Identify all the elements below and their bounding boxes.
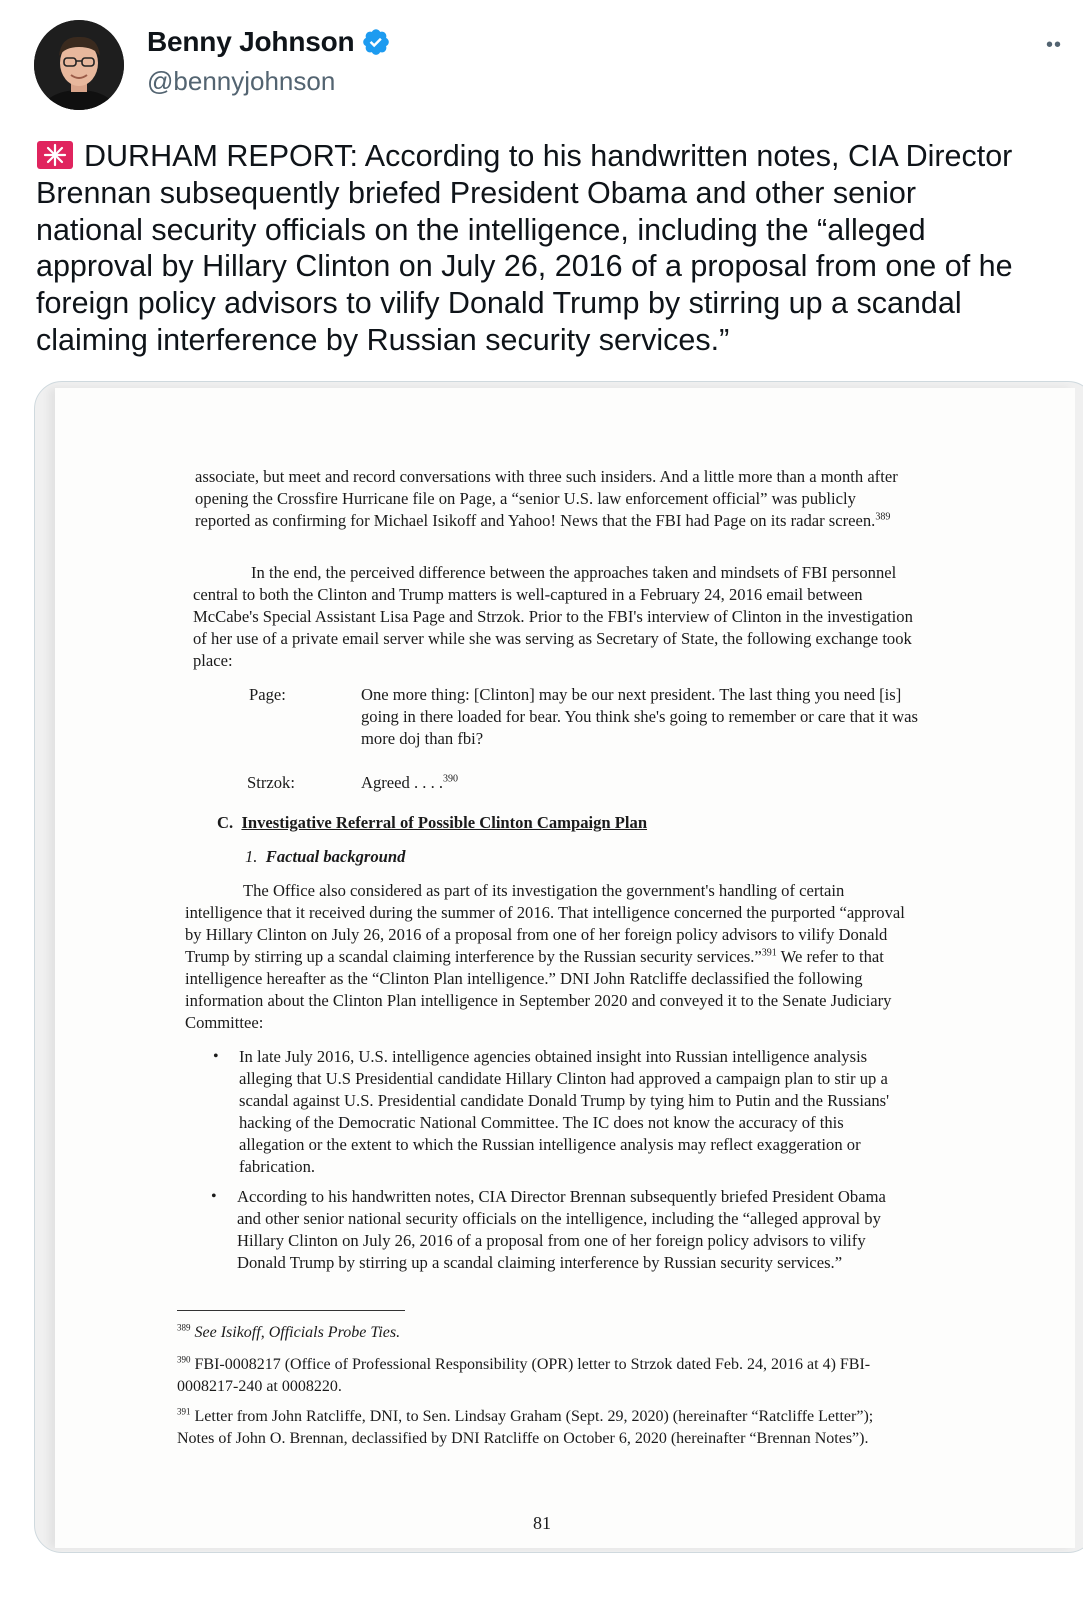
bullet-dot: • bbox=[213, 1048, 219, 1065]
avatar[interactable] bbox=[34, 20, 124, 110]
footnote-391: $^{391}$ Letter from John Ratcliffe, DNI, to Sen. Lindsay Graham (Sept. 29, 2020) (hereinafter “Ratcliffe Letter”); Notes of John O. Brennan, declassified by DNI Ratcliffe on October 6, 2020 (hereinafter “Brennan Notes”). bbox=[177, 1406, 874, 1447]
footnote-389: $^{389}$ See Isikoff, Officials Probe Ties. bbox=[177, 1322, 401, 1341]
dialogue-speaker-page: Page: bbox=[249, 685, 286, 704]
section-1-heading: 1. Factual background bbox=[245, 847, 406, 866]
verified-badge-icon bbox=[361, 27, 391, 57]
author-display-name[interactable]: Benny Johnson bbox=[147, 26, 355, 57]
tweet-body: DURHAM REPORT: According to his handwritten notes, CIA Director Brennan subsequently briefed President Obama and other senior national security officials on the intelligence, including the “alleged approval by Hillary Clinton on July 26, 2016 of a proposal from one of he foreign policy advisors to vilify Donald Trump by stirring up a scandal claiming interference by Russian security services.” bbox=[36, 139, 1013, 357]
footnote-ref-390: 390 bbox=[443, 773, 459, 785]
bullet-item-1: In late July 2016, U.S. intelligence agencies obtained insight into Russian intelligence analysis alleging that U.S Presidential candidate Hillary Clinton had approved a campaign plan to stir up a scandal against U.S. Presidential candidate Donald Trump by tying him to Putin and the Russians' hacking of the Democratic National Committee. The IC does not know the accuracy of this allegation or the extent to which the Russian intelligence analysis may reflect exaggeration or fabrication. bbox=[239, 1047, 890, 1176]
more-options-icon[interactable]: •• bbox=[1046, 34, 1063, 56]
tweet-text bbox=[36, 138, 1076, 359]
footnote-ref-391: 391 bbox=[761, 947, 777, 959]
document-page bbox=[55, 388, 1075, 1548]
page-number: 81 bbox=[533, 1513, 551, 1533]
doc-para-2: In the end, the perceived difference between the approaches taken and mindsets of FBI personnel central to both the Clinton and Trump matters is well-captured in a February 24, 2016 email between McCabe's Special Assistant Lisa Page and Strzok. Prior to the FBI's interview of Clinton in the investigation of her use of a private email server while she was serving as Secretary of State, the following exchange took place: bbox=[193, 563, 913, 670]
dialogue-text-page: One more thing: [Clinton] may be our next president. The last thing you need [is] going in there loaded for bear. You think she's going to remember or care that it was more doj than fbi? bbox=[361, 685, 918, 748]
tweet-media-image[interactable] bbox=[34, 381, 1083, 1553]
bullet-dot: • bbox=[211, 1188, 217, 1205]
author-name-row[interactable] bbox=[147, 26, 391, 58]
section-c-heading: C. Investigative Referral of Possible Clinton Campaign Plan bbox=[217, 813, 648, 832]
footnote-390: $^{390}$ FBI-0008217 (Office of Professional Responsibility (OPR) letter to Strzok dated Feb. 24, 2016 at 4) FBI-0008217-240 at 0008220. bbox=[177, 1354, 871, 1395]
siren-icon bbox=[36, 140, 74, 170]
dialogue-speaker-strzok: Strzok: bbox=[247, 773, 295, 792]
dialogue-text-strzok: Agreed . . . .$^{390}$ bbox=[361, 773, 459, 792]
doc-para-3: The Office also considered as part of its investigation the government's handling of certain intelligence that it received during the summer of 2016. That intelligence concerned the purported “approval by Hillary Clinton on July 26, 2016 of a proposal from one of her foreign policy advisors to vilify Donald Trump by stirring up a scandal claiming interference by the Russian security services.”$^{391}$ We refer to that intelligence hereafter as the “Clinton Plan intelligence.” DNI John Ratcliffe declassified the following information about the Clinton Plan intelligence in September 2020 and conveyed it to the Senate Judiciary Committee: bbox=[185, 881, 905, 1032]
doc-para-1: associate, but meet and record conversations with three such insiders. And a little more than a month after opening the Crossfire Hurricane file on Page, a “senior U.S. law enforcement official” was publicly reported as confirming for Michael Isikoff and Yahoo! News that the FBI had Page on its radar screen.$^{389}$ bbox=[195, 467, 898, 530]
footnote-ref-389: 389 bbox=[875, 511, 891, 523]
bullet-item-2: According to his handwritten notes, CIA Director Brennan subsequently briefed President Obama and other senior national security officials on the intelligence, including the “alleged approval by Hillary Clinton on July 26, 2016 of a proposal from one of her foreign policy advisors to vilify Donald Trump by stirring up a scandal claiming interference by Russian security services.” bbox=[237, 1187, 886, 1272]
footnote-divider bbox=[177, 1310, 405, 1311]
author-handle[interactable]: @bennyjohnson bbox=[147, 66, 336, 96]
